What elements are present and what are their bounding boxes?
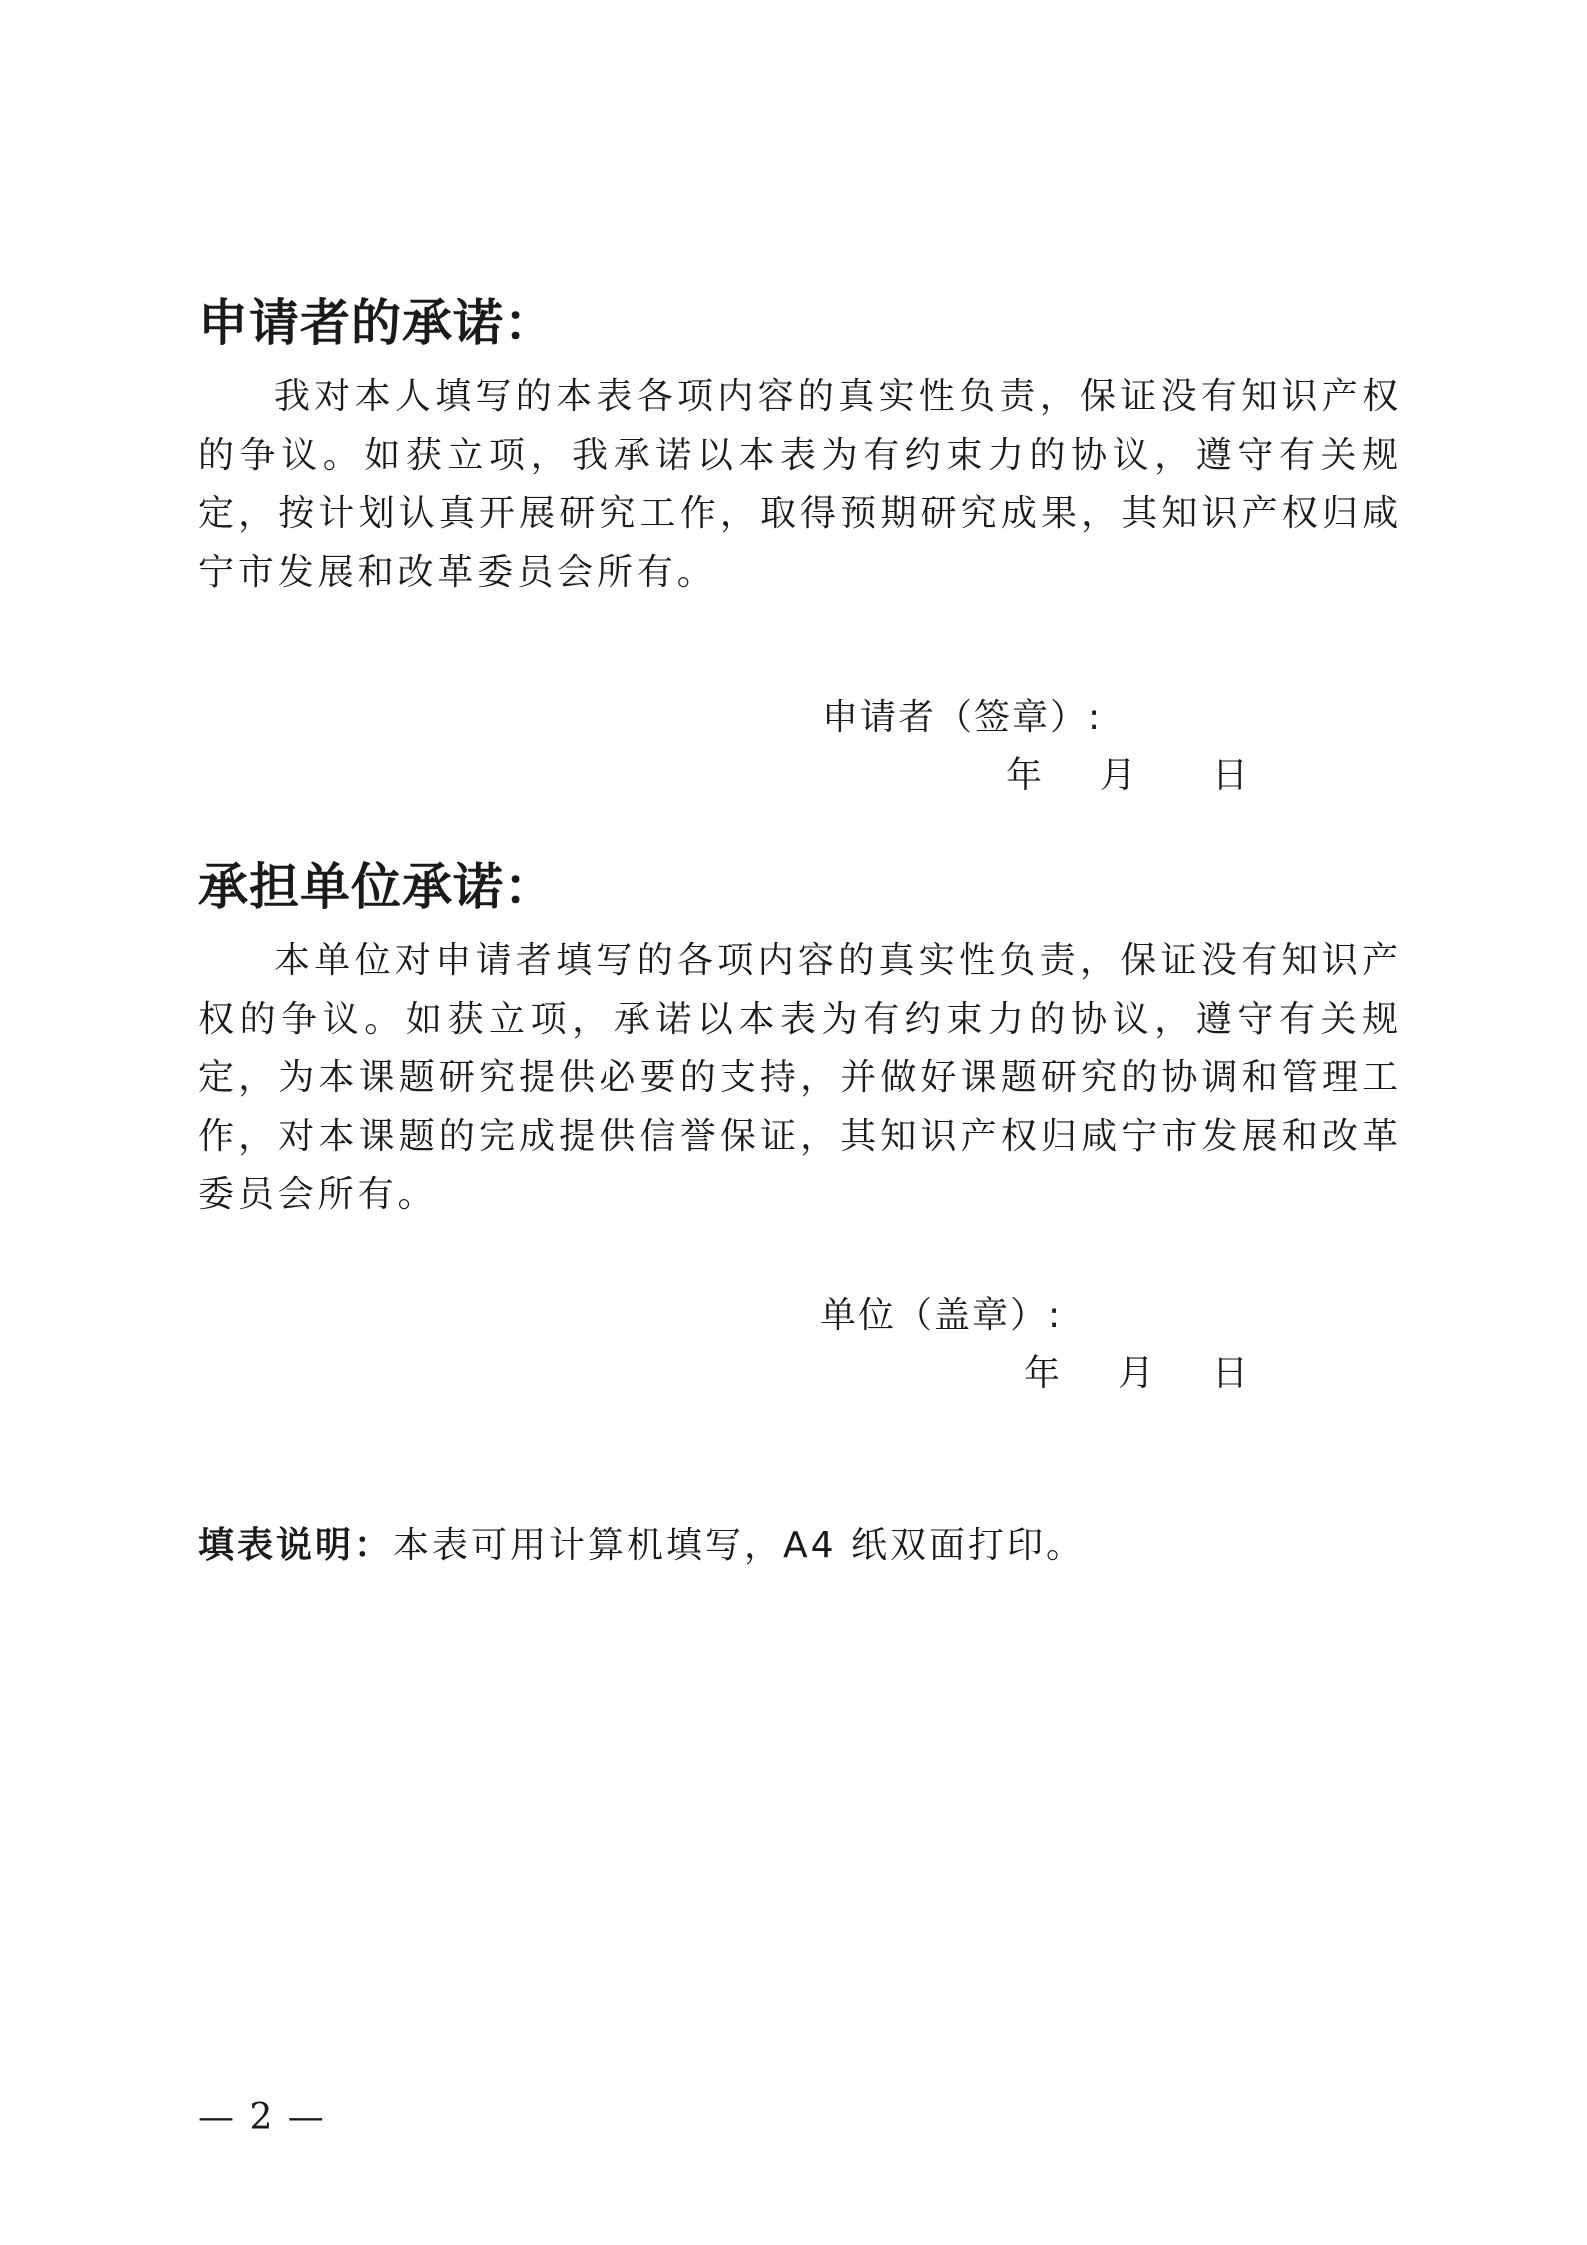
unit-date-year: 年 <box>1024 1353 1061 1394</box>
filling-instructions-label: 填表说明： <box>198 1525 394 1566</box>
unit-date-month: 月 <box>1118 1353 1155 1394</box>
filling-instructions-text: 本表可用计算机填写，A4 纸双面打印。 <box>393 1525 1085 1566</box>
applicant-date-day: 日 <box>1212 755 1249 796</box>
page-number: — 2 — <box>198 2097 326 2138</box>
applicant-date-year: 年 <box>1006 755 1043 796</box>
unit-commitment-paragraph: 本单位对申请者填写的各项内容的真实性负责，保证没有知识产权的争议。如获立项，承诺以本表为有约束力的协议，遵守有关规定，为本课题研究提供必要的支持，并做好课题研究的协调和管理工作，对本课题的完成提供信誉保证，其知识产权归咸宁市发展和改革委员会所有。 <box>198 940 1402 1215</box>
applicant-commitment-heading: 申请者的承诺： <box>198 294 555 352</box>
unit-date-day: 日 <box>1212 1353 1249 1394</box>
applicant-signature-label: 申请者（签章）: <box>822 697 1103 738</box>
unit-commitment-heading: 承担单位承诺： <box>198 858 555 916</box>
filling-instructions <box>198 1525 1085 1566</box>
applicant-date-month: 月 <box>1100 755 1137 796</box>
unit-seal-label: 单位（盖章）: <box>820 1295 1063 1336</box>
applicant-commitment-paragraph: 我对本人填写的本表各项内容的真实性负责，保证没有知识产权的争议。如获立项，我承诺以本表为有约束力的协议，遵守有关规定，按计划认真开展研究工作，取得预期研究成果，其知识产权归咸宁市发展和改革委员会所有。 <box>198 376 1402 593</box>
